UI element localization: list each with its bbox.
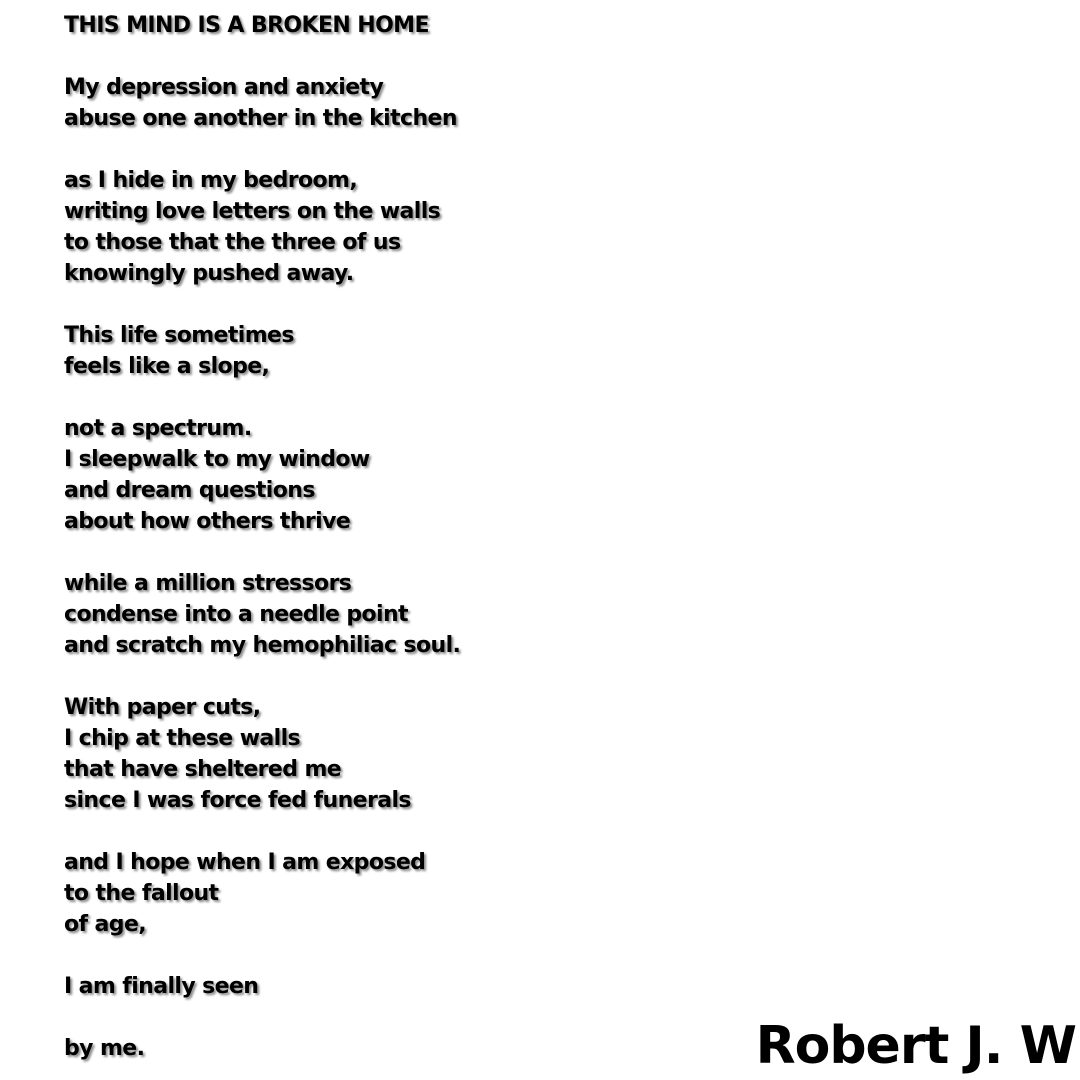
stanza — [64, 568, 764, 661]
poem-line: and I hope when I am exposed — [64, 850, 426, 875]
poem-line: by me. — [64, 1036, 145, 1061]
poem-line: With paper cuts, — [64, 695, 261, 720]
poem-line: I chip at these walls — [64, 726, 301, 751]
poem-line: writing love letters on the walls — [64, 199, 441, 224]
poem-line: about how others thrive — [64, 509, 351, 534]
stanza — [64, 1033, 764, 1064]
stanza — [64, 165, 764, 289]
poem-line: and dream questions — [64, 478, 315, 503]
poem-line: to the fallout — [64, 881, 219, 906]
poem-line: not a spectrum. — [64, 416, 252, 441]
author-signature: Robert J. W — [755, 1016, 1076, 1076]
stanza — [64, 692, 764, 816]
poem-line: of age, — [64, 912, 147, 937]
poem-line: knowingly pushed away. — [64, 261, 354, 286]
stanza — [64, 320, 764, 382]
stanza — [64, 72, 764, 134]
stanza — [64, 847, 764, 940]
poem-line: I am finally seen — [64, 974, 259, 999]
poem-line: that have sheltered me — [64, 757, 342, 782]
poem-line: since I was force fed funerals — [64, 788, 411, 813]
poem-line: My depression and anxiety — [64, 75, 384, 100]
stanza — [64, 971, 764, 1002]
poem-line: abuse one another in the kitchen — [64, 106, 457, 131]
stanza — [64, 413, 764, 537]
poem-line: as I hide in my bedroom, — [64, 168, 358, 193]
poem-line: I sleepwalk to my window — [64, 447, 370, 472]
poem-line: while a million stressors — [64, 571, 352, 596]
poem-title: THIS MIND IS A BROKEN HOME — [64, 13, 429, 38]
poem — [64, 10, 764, 1064]
poem-line: This life sometimes — [64, 323, 294, 348]
poem-line: condense into a needle point — [64, 602, 408, 627]
poem-line: to those that the three of us — [64, 230, 401, 255]
poem-line: feels like a slope, — [64, 354, 270, 379]
poem-line: and scratch my hemophiliac soul. — [64, 633, 461, 658]
